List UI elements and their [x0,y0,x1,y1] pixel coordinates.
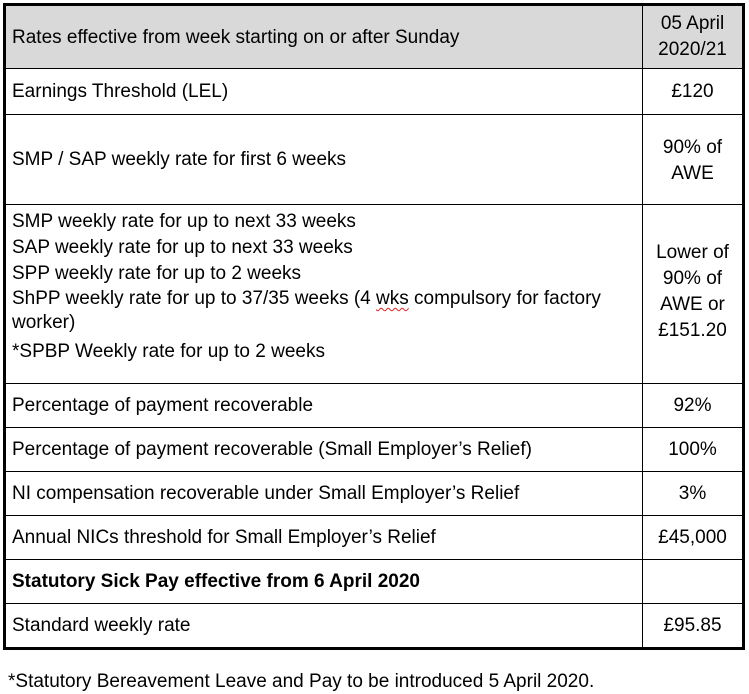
row-value-line: AWE [671,163,714,184]
table-row [5,428,744,472]
row-value-line: £151.20 [658,320,727,341]
shpp-text-before: ShPP weekly rate for up to 37/35 weeks (4 [12,288,377,309]
row-label-line: SAP weekly rate for up to next 33 weeks [12,237,353,258]
row-label-line: SPP weekly rate for up to 2 weeks [12,263,302,284]
row-value: £45,000 [643,516,744,560]
spelling-flag-wks: wks [376,288,409,309]
row-label: Standard weekly rate [5,604,643,649]
row-value-line: Lower of [656,242,729,263]
row-value: 3% [643,472,744,516]
header-value-line1: 05 April [660,13,725,34]
row-label-multiline [5,205,643,384]
row-label-line-spbp: *SPBP Weekly rate for up to 2 weeks [12,341,325,362]
section-heading: Statutory Sick Pay effective from 6 April 2020 [5,560,643,604]
row-value: 92% [643,384,744,428]
row-label: Percentage of payment recoverable (Small Employer’s Relief) [5,428,643,472]
row-value [643,205,744,384]
row-value-line: 90% of [662,137,723,158]
row-label-line-shpp [12,287,636,335]
table-row [5,516,744,560]
row-label: SMP / SAP weekly rate for first 6 weeks [5,115,643,205]
table-row [5,69,744,115]
row-value: £120 [643,69,744,115]
table-header-row [5,5,744,69]
section-heading-row [5,560,744,604]
table-row [5,604,744,649]
table-row [5,384,744,428]
row-value-empty [643,560,744,604]
row-value-line: 90% of [662,268,723,289]
table-row [5,115,744,205]
row-value: 100% [643,428,744,472]
row-label: Earnings Threshold (LEL) [5,69,643,115]
header-label: Rates effective from week starting on or after Sunday [5,5,643,69]
table-row [5,472,744,516]
table-row [5,205,744,384]
header-value [643,5,744,69]
row-value [643,115,744,205]
row-label-line: SMP weekly rate for up to next 33 weeks [12,211,356,232]
row-value: £95.85 [643,604,744,649]
row-label: Annual NICs threshold for Small Employer’s Relief [5,516,643,560]
footnote: *Statutory Bereavement Leave and Pay to be introduced 5 April 2020. [8,671,595,692]
header-value-line2: 2020/21 [658,39,727,60]
row-label: NI compensation recoverable under Small Employer’s Relief [5,472,643,516]
row-label: Percentage of payment recoverable [5,384,643,428]
row-value-line: AWE or [660,294,725,315]
shpp-text-after: compulsory for factory worker) [12,288,601,333]
rates-table [3,3,745,650]
